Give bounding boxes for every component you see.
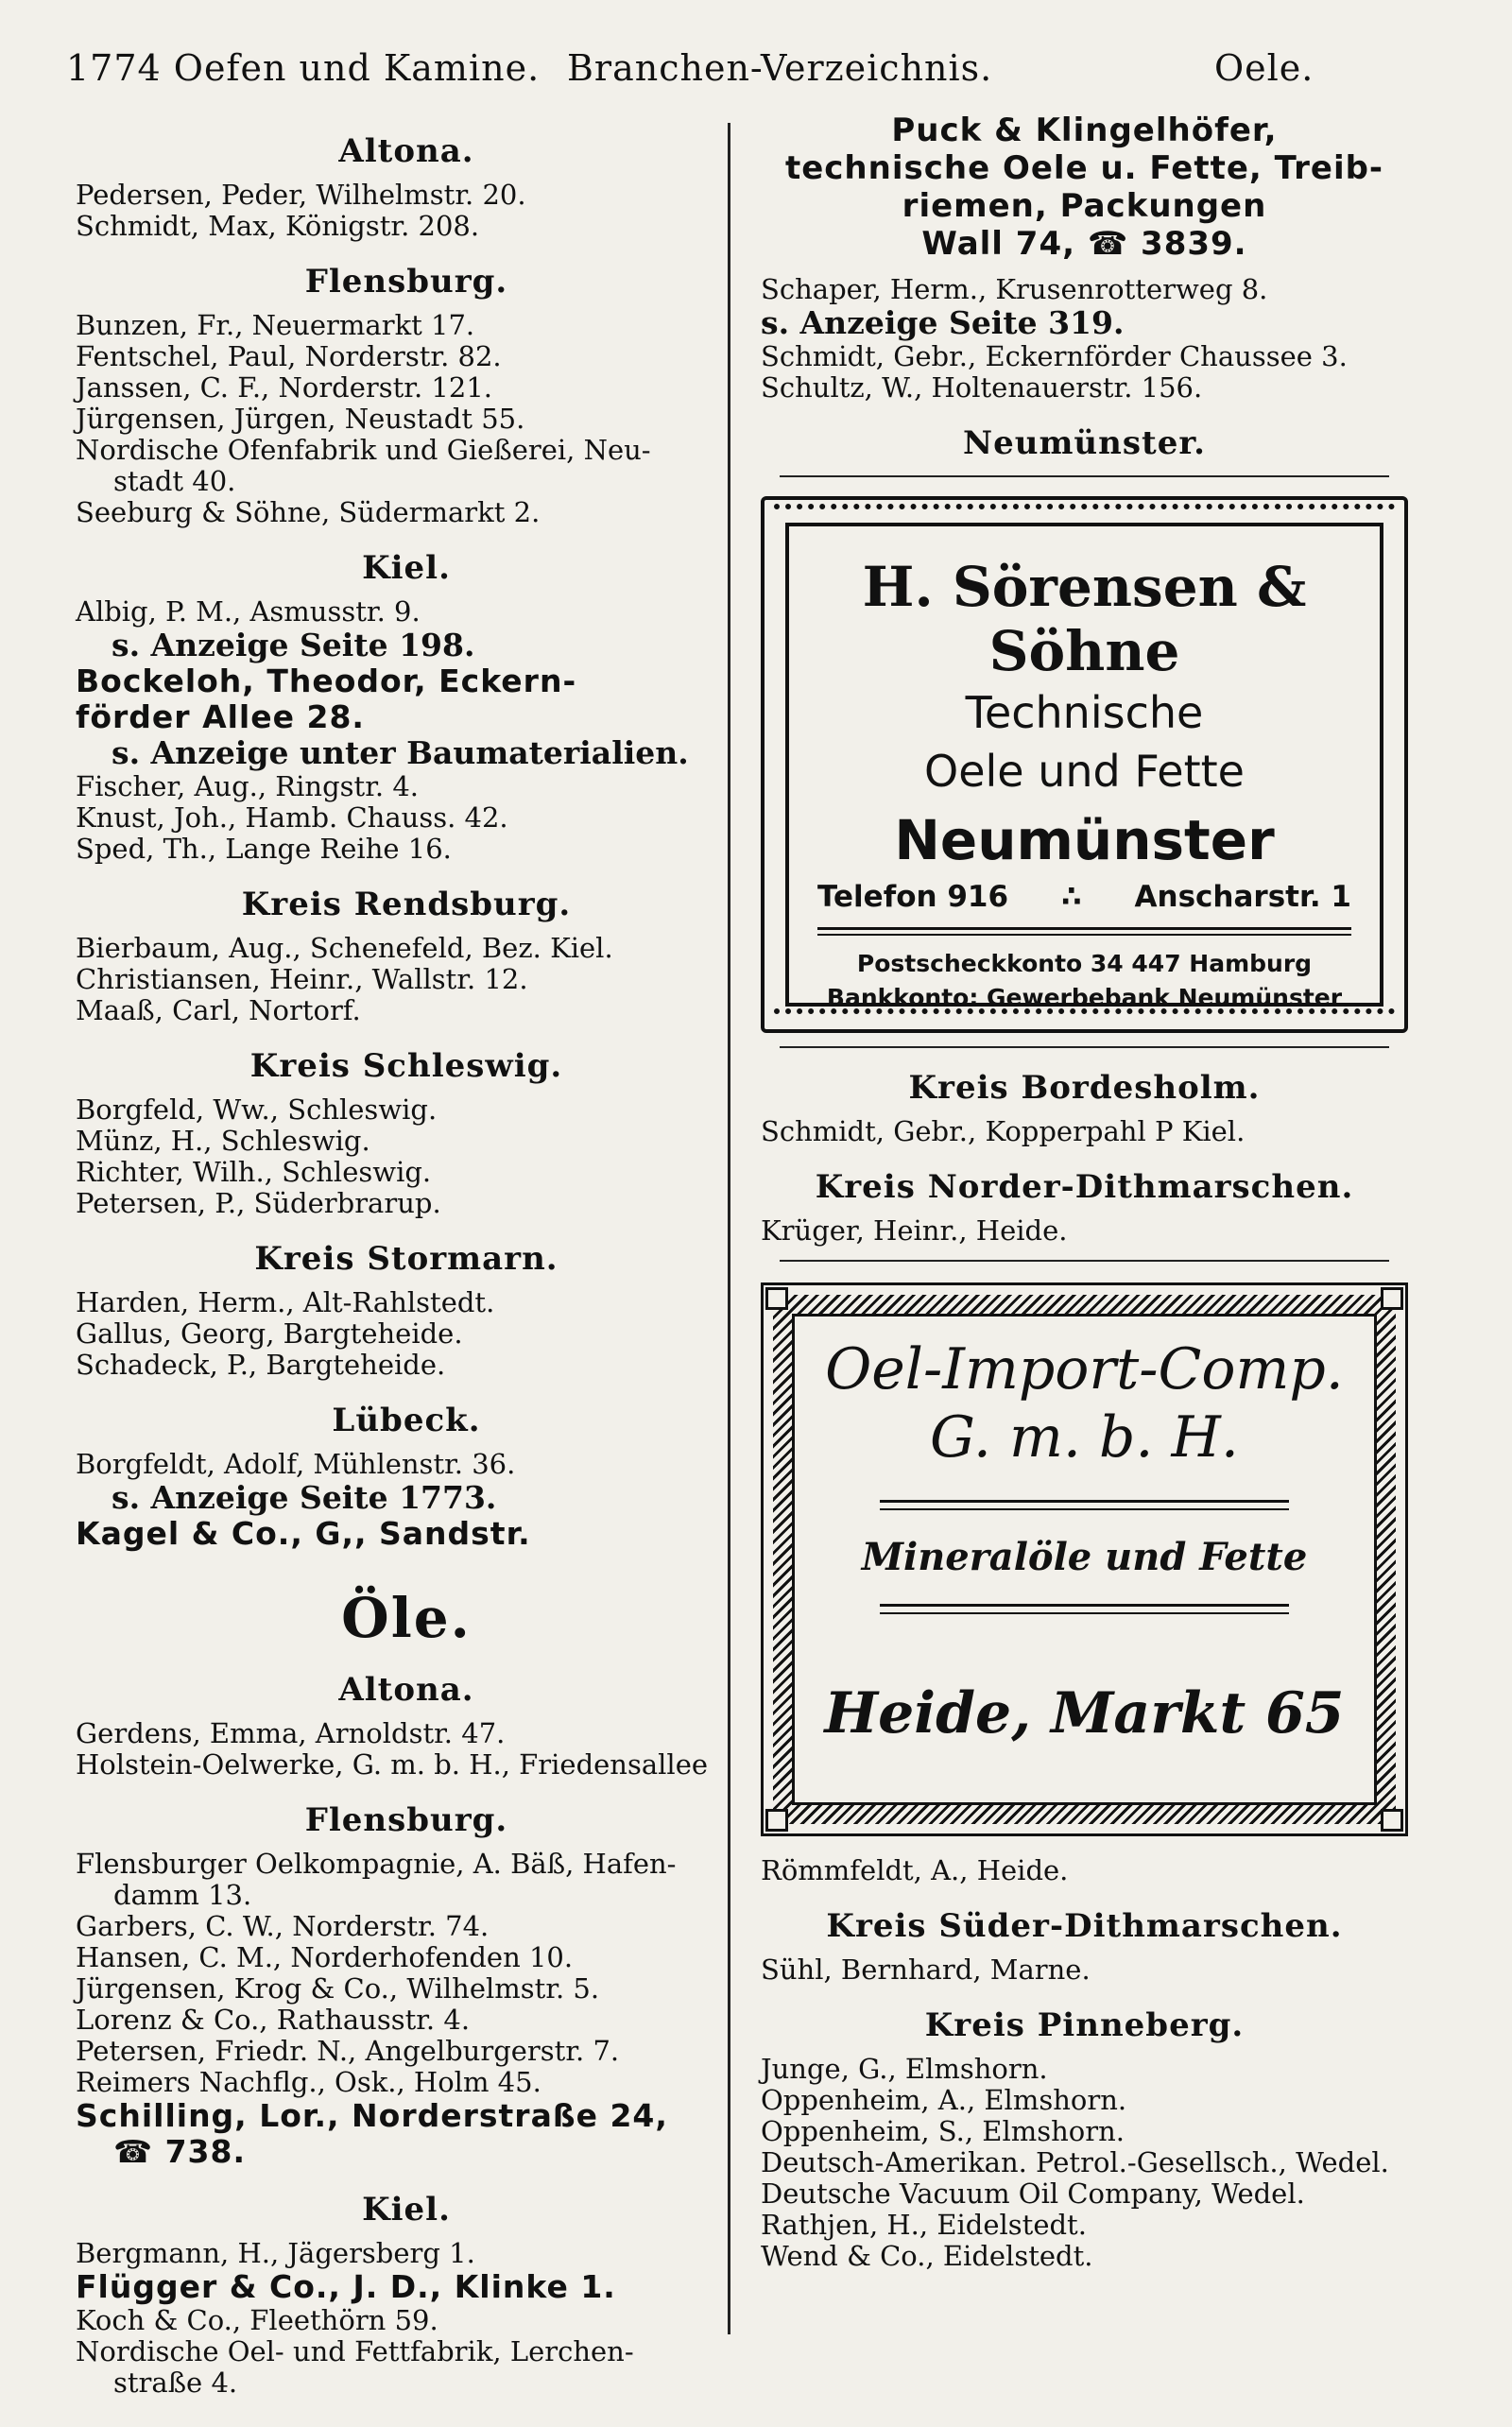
puck-listing bbox=[761, 112, 1408, 263]
listing-entry: Hansen, C. M., Norderhofenden 10. bbox=[76, 1941, 574, 1973]
corner-ornament bbox=[1381, 1809, 1403, 1832]
ornament-border bbox=[774, 504, 1395, 521]
listing-entry: Reimers Nachflg., Osk., Holm 45. bbox=[76, 2066, 541, 2098]
entry-continuation: förder Allee 28. bbox=[76, 698, 365, 735]
rule-line bbox=[880, 1500, 1289, 1503]
listing-entry: Fentschel, Paul, Norderstr. 82. bbox=[76, 340, 502, 372]
listing-entry bbox=[76, 435, 737, 497]
listing-entry: Schmidt, Gebr., Eckernförder Chaussee 3. bbox=[761, 340, 1348, 372]
dots-ornament: ∴ bbox=[1061, 880, 1082, 914]
location-heading: Kreis Schleswig. bbox=[249, 1047, 563, 1085]
advert-reference: s. Anzeige Seite 198. bbox=[112, 627, 475, 663]
listing-entry: Rathjen, H., Eidelstedt. bbox=[761, 2209, 1087, 2241]
rule-line bbox=[880, 1508, 1289, 1510]
listing-entry: Wend & Co., Eidelstedt. bbox=[761, 2240, 1093, 2272]
listing-entry: Römmfeldt, A., Heide. bbox=[761, 1854, 1069, 1886]
location-heading: Kiel. bbox=[362, 549, 451, 587]
advert-frame bbox=[785, 523, 1383, 1011]
entry-continuation: straße 4. bbox=[113, 2367, 238, 2399]
listing-entry: Harden, Herm., Alt-Rahlstedt. bbox=[76, 1286, 495, 1318]
rule-line bbox=[817, 927, 1351, 930]
listing-entry: Oppenheim, A., Elmshorn. bbox=[761, 2084, 1127, 2116]
location-heading: Kreis Süder-Dithmarschen. bbox=[826, 1907, 1343, 1945]
listing-entry: Jürgensen, Krog & Co., Wilhelmstr. 5. bbox=[76, 1972, 600, 2005]
rule-line bbox=[817, 934, 1351, 936]
listing-entry: Gerdens, Emma, Arnoldstr. 47. bbox=[76, 1717, 506, 1749]
listing-entry: Münz, H., Schleswig. bbox=[76, 1125, 370, 1157]
advert-contact-row bbox=[789, 872, 1380, 914]
soerensen-advert bbox=[761, 496, 1408, 1033]
listing-entry: Borgfeld, Ww., Schleswig. bbox=[76, 1093, 438, 1126]
advert-address: Anscharstr. 1 bbox=[1134, 880, 1351, 914]
listing-entry: Schmidt, Max, Königstr. 208. bbox=[76, 210, 480, 242]
listing-entry: Petersen, Friedr. N., Angelburgerstr. 7. bbox=[76, 2035, 620, 2067]
advert-reference: s. Anzeige unter Baumaterialien. bbox=[112, 734, 689, 771]
ornament-border bbox=[774, 1008, 1395, 1025]
listing-entry bbox=[76, 1849, 737, 1911]
bold-listing bbox=[76, 2098, 737, 2170]
location-heading: Lübeck. bbox=[332, 1402, 481, 1439]
advert-line: Technische bbox=[965, 687, 1204, 738]
listing-entry: Garbers, C. W., Norderstr. 74. bbox=[76, 1910, 490, 1942]
listing-entry: Schaper, Herm., Krusenrotterweg 8. bbox=[761, 273, 1268, 305]
entry-text: Bockeloh, Theodor, Eckern- bbox=[76, 663, 577, 699]
location-heading: Kreis Bordesholm. bbox=[908, 1069, 1261, 1107]
listing-entry: Christiansen, Heinr., Wallstr. 12. bbox=[76, 963, 528, 995]
bold-listing: Kagel & Co., G,, Sandstr. bbox=[76, 1515, 531, 1552]
advert-bank-line: Postscheckkonto 34 447 Hamburg bbox=[856, 950, 1313, 977]
listing-entry: Koch & Co., Fleethörn 59. bbox=[76, 2304, 438, 2336]
location-heading: Kreis Pinneberg. bbox=[924, 2006, 1245, 2044]
corner-ornament bbox=[1381, 1287, 1403, 1310]
location-heading: Kreis Stormarn. bbox=[254, 1240, 558, 1278]
listing-entry: Janssen, C. F., Norderstr. 121. bbox=[76, 371, 492, 404]
listing-entry: Holstein-Oelwerke, G. m. b. H., Friedensallee bbox=[76, 1748, 709, 1781]
bold-listing bbox=[76, 663, 737, 735]
puck-line: riemen, Packungen bbox=[902, 187, 1267, 225]
rule-line bbox=[780, 1046, 1389, 1048]
listing-entry: Schadeck, P., Bargteheide. bbox=[76, 1349, 446, 1381]
advert-firm-suffix: G. m. b. H. bbox=[930, 1404, 1239, 1471]
page-header-right: Oele. bbox=[1214, 47, 1314, 89]
entry-continuation: ☎ 738. bbox=[113, 2133, 247, 2170]
listing-entry: Oppenheim, S., Elmshorn. bbox=[761, 2115, 1125, 2147]
listing-entry: Schmidt, Gebr., Kopperpahl P Kiel. bbox=[761, 1115, 1246, 1147]
advert-telephone: Telefon 916 bbox=[817, 880, 1009, 914]
rule-line bbox=[780, 1260, 1389, 1262]
rule-line bbox=[880, 1612, 1289, 1614]
page-header-left: 1774 Oefen und Kamine. bbox=[66, 47, 541, 89]
oel-import-advert bbox=[761, 1282, 1408, 1836]
listing-entry: Fischer, Aug., Ringstr. 4. bbox=[76, 770, 419, 802]
rule-line bbox=[780, 475, 1389, 477]
advert-address: Heide, Markt 65 bbox=[824, 1680, 1345, 1747]
location-heading: Kiel. bbox=[362, 2191, 451, 2229]
entry-continuation: damm 13. bbox=[113, 1879, 252, 1911]
location-heading: Altona. bbox=[338, 132, 474, 170]
advert-bank-line: Bankkonto: Gewerbebank Neumünster bbox=[826, 984, 1343, 1011]
location-heading: Flensburg. bbox=[304, 263, 508, 301]
listing-entry: Gallus, Georg, Bargteheide. bbox=[76, 1317, 463, 1350]
puck-line: technische Oele u. Fette, Treib- bbox=[784, 149, 1384, 187]
advert-firm-name: Oel-Import-Comp. bbox=[825, 1336, 1344, 1403]
listing-entry: Petersen, P., Süderbrarup. bbox=[76, 1187, 441, 1219]
listing-entry bbox=[76, 2336, 737, 2399]
left-column bbox=[76, 112, 737, 2399]
listing-entry: Bierbaum, Aug., Schenefeld, Bez. Kiel. bbox=[76, 932, 613, 964]
listing-entry: Pedersen, Peder, Wilhelmstr. 20. bbox=[76, 179, 526, 211]
listing-entry: Lorenz & Co., Rathausstr. 4. bbox=[76, 2004, 471, 2036]
rule-line bbox=[880, 1604, 1289, 1607]
listing-entry: Bunzen, Fr., Neuermarkt 17. bbox=[76, 309, 475, 341]
location-heading: Altona. bbox=[338, 1671, 474, 1709]
listing-entry: Deutsche Vacuum Oil Company, Wedel. bbox=[761, 2177, 1305, 2210]
advert-firm-name: H. Sörensen & Söhne bbox=[862, 555, 1307, 683]
entry-continuation: stadt 40. bbox=[113, 465, 236, 497]
advert-frame bbox=[792, 1314, 1377, 1805]
listing-entry: Albig, P. M., Asmusstr. 9. bbox=[76, 595, 421, 628]
puck-line: Puck & Klingelhöfer, bbox=[891, 112, 1278, 149]
listing-entry: Bergmann, H., Jägersberg 1. bbox=[76, 2237, 475, 2269]
advert-reference: s. Anzeige Seite 1773. bbox=[112, 1479, 497, 1516]
right-column bbox=[761, 112, 1408, 2272]
entry-text: Flensburger Oelkompagnie, A. Bäß, Hafen- bbox=[76, 1848, 677, 1880]
location-heading: Kreis Norder-Dithmarschen. bbox=[815, 1168, 1354, 1206]
listing-entry: Junge, G., Elmshorn. bbox=[761, 2053, 1048, 2085]
advert-city: Neumünster bbox=[894, 808, 1275, 872]
listing-entry: Richter, Wilh., Schleswig. bbox=[76, 1156, 432, 1188]
advert-reference: s. Anzeige Seite 319. bbox=[761, 304, 1125, 341]
page-header-center: Branchen-Verzeichnis. bbox=[567, 47, 993, 89]
listing-entry: Krüger, Heinr., Heide. bbox=[761, 1214, 1068, 1247]
entry-text: Nordische Oel- und Fettfabrik, Lerchen- bbox=[76, 2335, 634, 2367]
listing-entry: Jürgensen, Jürgen, Neustadt 55. bbox=[76, 403, 525, 435]
location-heading: Flensburg. bbox=[304, 1801, 508, 1839]
corner-ornament bbox=[765, 1809, 788, 1832]
listing-entry: Sühl, Bernhard, Marne. bbox=[761, 1954, 1091, 1986]
section-title: Öle. bbox=[341, 1586, 472, 1650]
entry-text: Schilling, Lor., Norderstraße 24, bbox=[76, 2097, 668, 2134]
listing-entry: Schultz, W., Holtenauerstr. 156. bbox=[761, 371, 1203, 404]
location-heading: Kreis Rendsburg. bbox=[241, 886, 572, 923]
puck-line: Wall 74, ☎ 3839. bbox=[921, 225, 1247, 263]
advert-products: Mineralöle und Fette bbox=[861, 1535, 1308, 1579]
advert-line: Oele und Fette bbox=[924, 746, 1245, 797]
entry-text: Nordische Ofenfabrik und Gießerei, Neu- bbox=[76, 434, 651, 466]
listing-entry: Sped, Th., Lange Reihe 16. bbox=[76, 833, 452, 865]
listing-entry: Knust, Joh., Hamb. Chauss. 42. bbox=[76, 801, 508, 834]
corner-ornament bbox=[765, 1287, 788, 1310]
listing-entry: Deutsch-Amerikan. Petrol.-Gesellsch., Wedel. bbox=[761, 2146, 1389, 2178]
bold-listing: Flügger & Co., J. D., Klinke 1. bbox=[76, 2268, 616, 2305]
listing-entry: Borgfeldt, Adolf, Mühlenstr. 36. bbox=[76, 1448, 516, 1480]
location-heading: Neumünster. bbox=[963, 424, 1206, 462]
listing-entry: Maaß, Carl, Nortorf. bbox=[76, 994, 361, 1026]
listing-entry: Seeburg & Söhne, Südermarkt 2. bbox=[76, 496, 541, 528]
